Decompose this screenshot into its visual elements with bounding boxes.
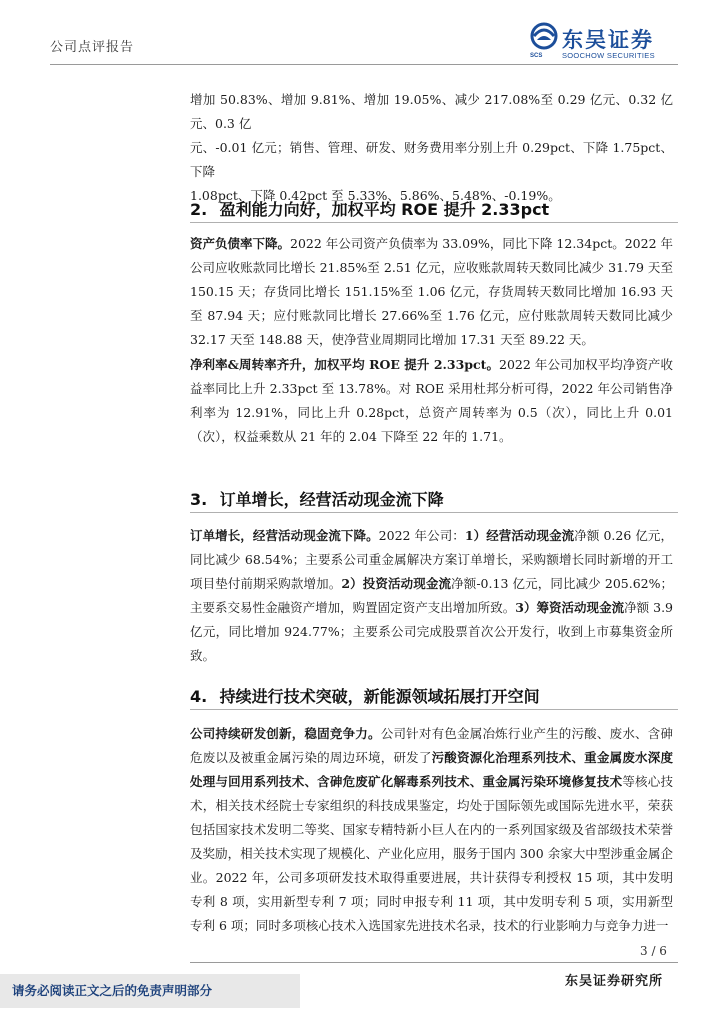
financing-cashflow-label: 3）筹资活动现金流: [515, 600, 625, 615]
section-2-heading: [190, 197, 680, 220]
section-3-paragraph: [190, 524, 673, 668]
section-4-title: 持续进行技术突破，新能源领域拓展打开空间: [219, 687, 540, 706]
intro-line-3: 1.08pct、下降 0.42pct 至 5.33%、5.86%、5.48%、-0.19%。: [190, 188, 561, 203]
section-3-title: 订单增长，经营活动现金流下降: [219, 490, 444, 509]
section-3-heading: [190, 487, 680, 510]
section-2-divider: [190, 222, 678, 223]
header-divider: [50, 64, 678, 65]
page-number: 3 / 6: [640, 944, 667, 958]
paragraph-text: 2022 年公司：: [378, 528, 465, 543]
section-2-title: 盈利能力向好，加权平均 ROE 提升 2.33pct: [219, 200, 550, 219]
paragraph-text: 净额 3.9 亿元，同比增加 924.77%；主要系公司完成股票首次公开发行，收到上市募集资金所致。: [190, 600, 673, 663]
logo-chinese-name: 东吴证券: [562, 28, 654, 52]
section-3-number: 3.: [190, 490, 208, 509]
logo-english-name: SOOCHOW SECURITIES: [562, 51, 655, 60]
section-4-divider: [190, 709, 678, 710]
soochow-logo-icon: [528, 22, 560, 54]
section-3-divider: [190, 512, 678, 513]
research-institute-label: 东吴证券研究所: [565, 974, 664, 989]
section-2-paragraph-2: [190, 353, 673, 449]
footer-divider: [190, 962, 678, 963]
paragraph-text: 净额-0.13 亿元，同比减少 205.62%；主要系交易性金融资产增加，购置固定资产支出增加所致。: [190, 576, 673, 615]
report-type-label: 公司点评报告: [50, 40, 135, 55]
paragraph-body: 2022 年公司资产负债率为 33.09%，同比下降 12.34pct。2022 年公司应收账款同比增长 21.85%至 2.51 亿元，应收账款周转天数同比减少 31.79 天至 150.15 天；存货同比增长 151.15%至 1.06 亿元，存货周转天数同比增加 16.93 天至 87.94 天；应付账款同比增长 27.66%至 1.76 亿元，应付账款周转天数同比减少 32.17 天至 148.88 天，使净营业周期同比增加 17.31 天至 89.22 天。: [190, 236, 674, 347]
paragraph-body: 2022 年公司加权平均净资产收益率同比上升 2.33pct 至 13.78%。对 ROE 采用杜邦分析可得，2022 年公司销售净利率为 12.91%，同比上升 0.28pct，总资产周转率为 0.5（次），同比上升 0.01（次），权益乘数从 21 年的 2.04 下降至 22 年的 1.71。: [190, 357, 673, 444]
paragraph-lead: 资产负债率下降。: [190, 236, 291, 251]
section-2-paragraph-1: [190, 232, 673, 352]
paragraph-text: 等核心技术，相关技术经院士专家组织的科技成果鉴定，均处于国际领先或国际先进水平，荣获包括国家技术发明二等奖、国家专精特新小巨人在内的一系列国家级及省部级技术荣誉及奖励，相关技术实现了规模化、产业化应用，服务于国内 300 余家大中型涉重金属企业。2022 年，公司多项研发技术取得重要进展，共计获得专利授权 15 项，其中发明专利 8 项，实用新型专利 7 项；同时申报专利 11 项，其中发明专利 5 项，实用新型专利 6 项；同时多项核心技术入选国家先进技术名录，技术的行业影响力与竞争力进一: [190, 774, 673, 933]
paragraph-lead: 公司持续研发创新，稳固竞争力。: [190, 726, 381, 741]
investing-cashflow-label: 2）投资活动现金流: [341, 576, 452, 591]
paragraph-lead: 净利率&周转率齐升，加权平均 ROE 提升 2.33pct。: [190, 357, 500, 372]
section-2-number: 2.: [190, 200, 208, 219]
intro-line-1: 增加 50.83%、增加 9.81%、增加 19.05%、减少 217.08%至 0.29 亿元、0.32 亿元、0.3 亿: [190, 92, 673, 131]
intro-line-2: 元、-0.01 亿元；销售、管理、研发、财务费用率分别上升 0.29pct、下降 1.75pct、下降: [190, 140, 673, 179]
section-4-paragraph: [190, 722, 673, 938]
section-4-number: 4.: [190, 687, 208, 706]
intro-paragraph: [190, 88, 673, 208]
section-4-heading: [190, 684, 680, 707]
core-technologies-label: 污酸资源化治理系列技术、重金属废水深度处理与回用系列技术、含砷危废矿化解毒系列技术、重金属污染环境修复技术: [190, 750, 673, 789]
paragraph-lead: 订单增长，经营活动现金流下降。: [190, 528, 379, 543]
operating-cashflow-label: 1）经营活动现金流: [464, 528, 575, 543]
paragraph-text: 净额 0.26 亿元，同比减少 68.54%；主要系公司重金属解决方案订单增长，采购额增长同时新增的开工项目垫付前期采购款增加。: [190, 528, 673, 591]
logo-mark-text: SCS: [530, 53, 543, 59]
company-logo: [528, 22, 678, 62]
paragraph-text: 公司针对有色金属冶炼行业产生的污酸、废水、含砷危废以及被重金属污染的周边环境，研发了: [190, 726, 673, 765]
disclaimer-banner[interactable]: 请务必阅读正文之后的免责声明部分: [0, 974, 300, 1008]
